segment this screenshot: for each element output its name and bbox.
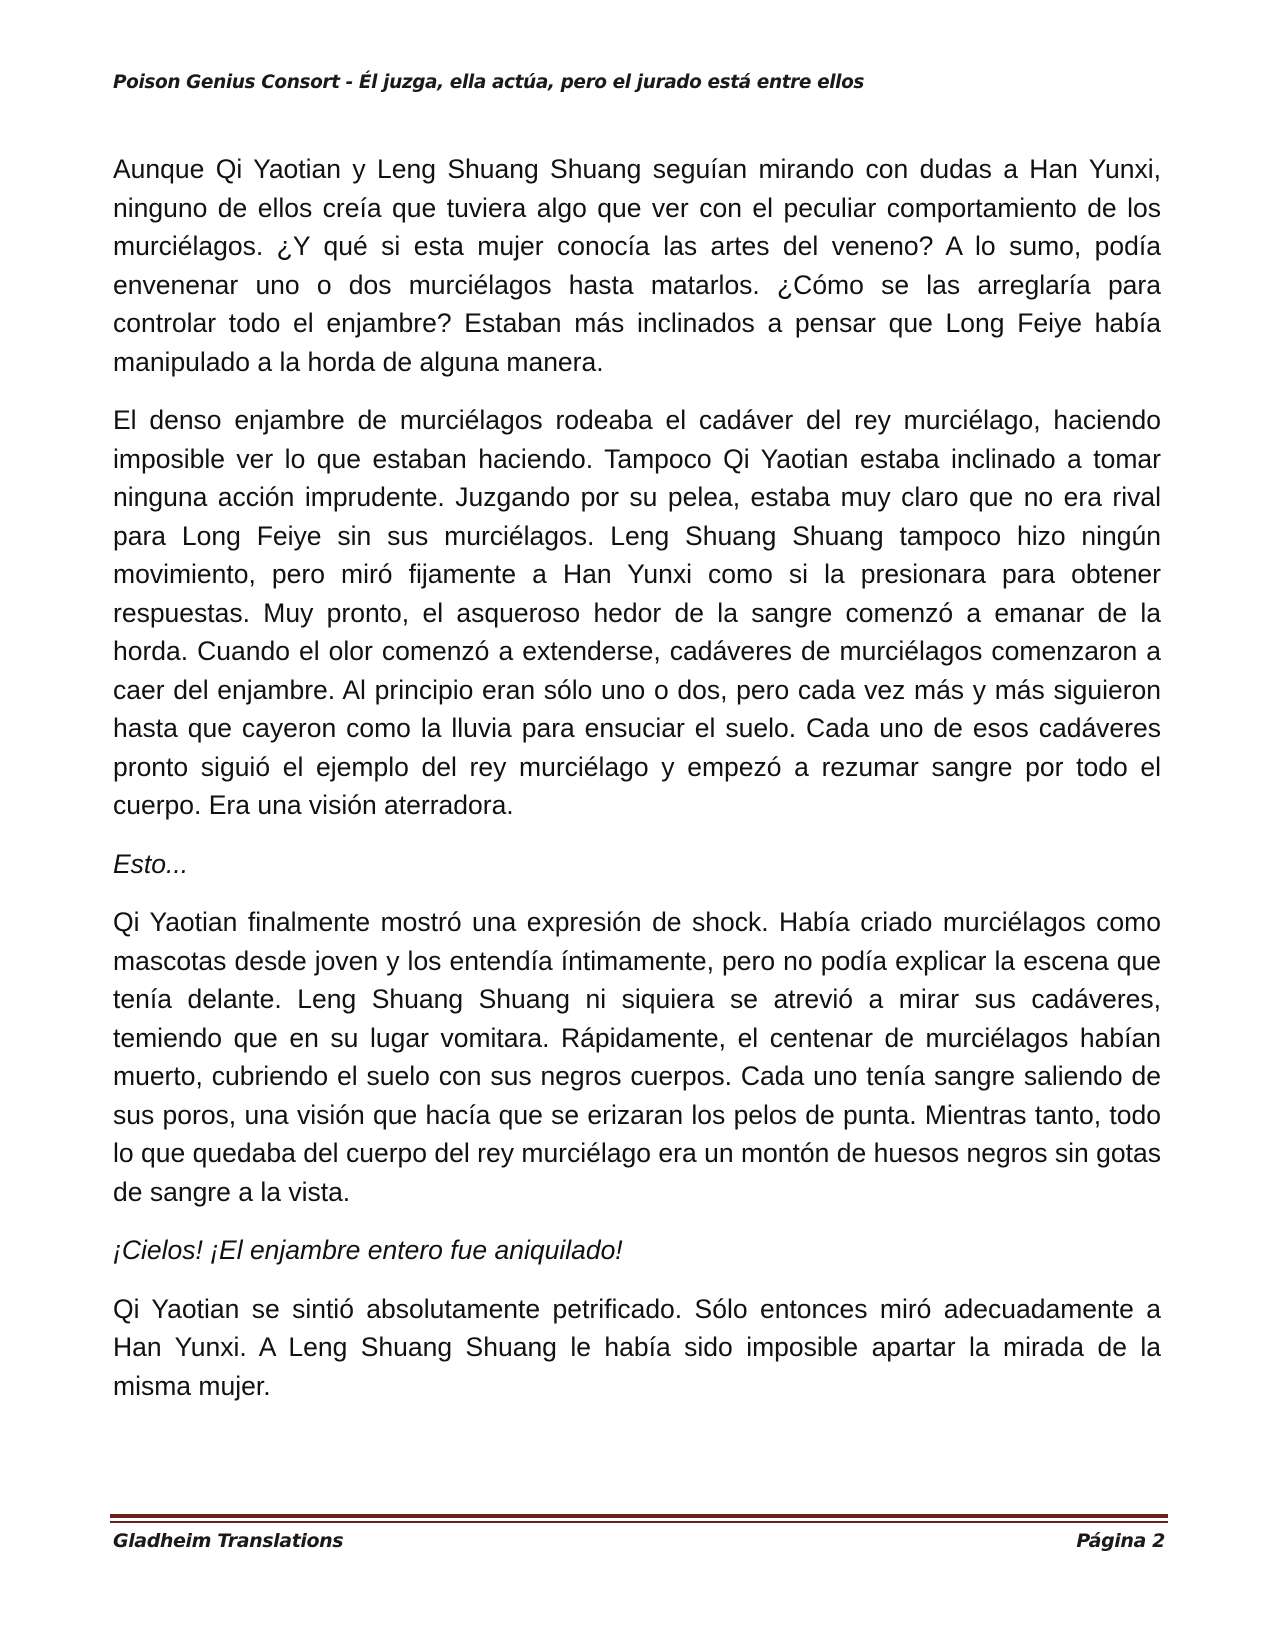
footer-divider-thick xyxy=(110,1514,1168,1518)
paragraph-2: El denso enjambre de murciélagos rodeaba el cadáver del rey murciélago, haciendo imposible ver lo que estaban haciendo. Tampoco Qi Yaotian estaba inclinado a tomar ninguna acción imprudente. Juzgando por su pelea, estaba muy claro que no era rival para Long Feiye sin sus murciélagos. Leng Shuang Shuang tampoco hizo ningún movimiento, pero miró fijamente a Han Yunxi como si la presionara para obtener respuestas. Muy pronto, el asqueroso hedor de la sangre comenzó a emanar de la horda. Cuando el olor comenzó a extenderse, cadáveres de murciélagos comenzaron a caer del enjambre. Al principio eran sólo uno o dos, pero cada vez más y más siguieron hasta que cayeron como la lluvia para ensuciar el suelo. Cada uno de esos cadáveres pronto siguió el ejemplo del rey murciélago y empezó a rezumar sangre por todo el cuerpo. Era una visión aterradora. xyxy=(113,405,1161,820)
document-body xyxy=(113,150,1161,1425)
paragraph-4: Qi Yaotian finalmente mostró una expresión de shock. Había criado murciélagos como mascotas desde joven y los entendía íntimamente, pero no podía explicar la escena que tenía delante. Leng Shuang Shuang ni siquiera se atrevió a mirar sus cadáveres, temiendo que en su lugar vomitara. Rápidamente, el centenar de murciélagos habían muerto, cubriendo el suelo con sus negros cuerpos. Cada uno tenía sangre saliendo de sus poros, una visión que hacía que se erizaran los pelos de punta. Mientras tanto, todo lo que quedaba del cuerpo del rey murciélago era un montón de huesos negros sin gotas de sangre a la vista. xyxy=(113,907,1161,1207)
footer-divider-thin xyxy=(110,1521,1168,1523)
page-header-title: Poison Genius Consort - Él juzga, ella actúa, pero el jurado está entre ellos xyxy=(113,72,865,93)
footer-publisher: Gladheim Translations xyxy=(113,1530,344,1552)
footer-page-number: Página 2 xyxy=(1076,1530,1165,1552)
paragraph-6: Qi Yaotian se sintió absolutamente petrificado. Sólo entonces miró adecuadamente a Han Yunxi. A Leng Shuang Shuang le había sido imposible apartar la mirada de la misma mujer. xyxy=(113,1293,1161,1401)
paragraph-3-italic: Esto... xyxy=(113,848,189,879)
paragraph-5-italic: ¡Cielos! ¡El enjambre entero fue aniquilado! xyxy=(113,1235,623,1265)
paragraph-1: Aunque Qi Yaotian y Leng Shuang Shuang seguían mirando con dudas a Han Yunxi, ninguno de ellos creía que tuviera algo que ver con el peculiar comportamiento de los murciélagos. ¿Y qué si esta mujer conocía las artes del veneno? A lo sumo, podía envenenar uno o dos murciélagos hasta matarlos. ¿Cómo se las arreglaría para controlar todo el enjambre? Estaban más inclinados a pensar que Long Feiye había manipulado a la horda de alguna manera. xyxy=(113,154,1161,377)
